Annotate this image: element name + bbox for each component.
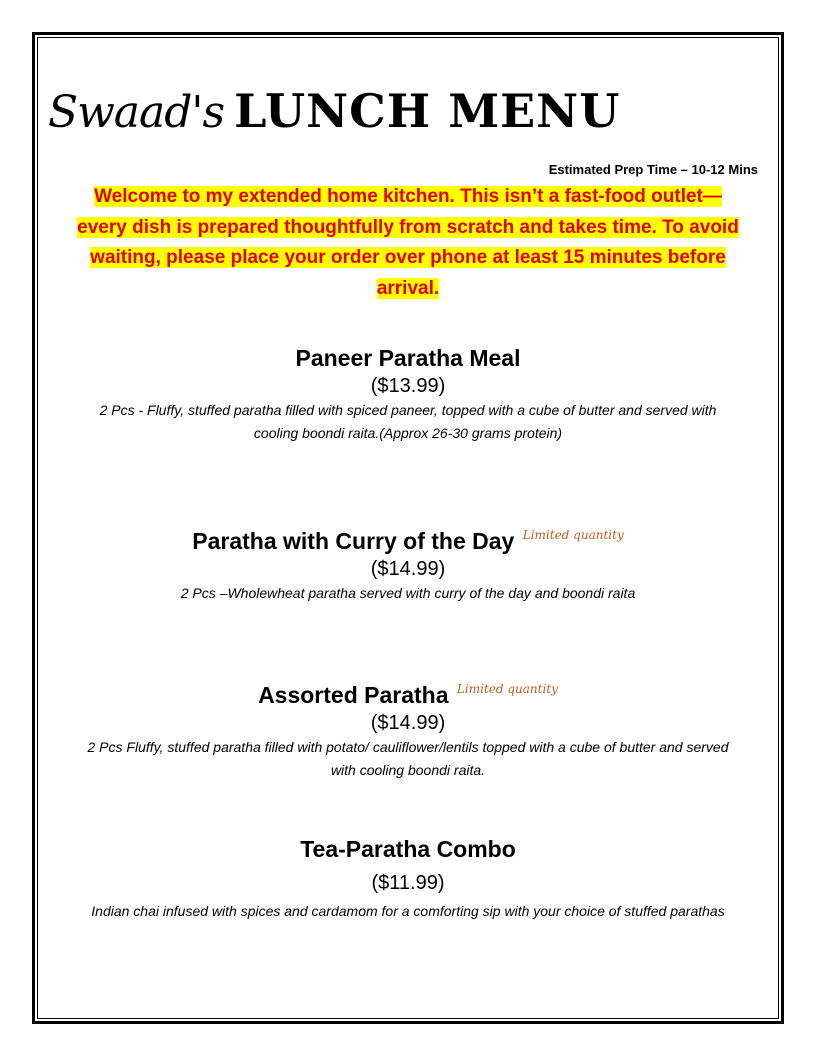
menu-item [44, 834, 772, 923]
menu-item [44, 674, 772, 782]
welcome-line: waiting, please place your order over phone at least 15 minutes before [90, 247, 726, 268]
item-name-row [44, 674, 772, 710]
item-description [44, 399, 772, 445]
menu-header [48, 84, 620, 154]
item-name: Paneer Paratha Meal [295, 345, 521, 371]
item-description-line: 2 Pcs - Fluffy, stuffed paratha filled with spiced paneer, topped with a cube of butter and served with [99, 402, 717, 418]
item-name-row [44, 520, 772, 556]
welcome-notice [48, 182, 768, 304]
item-description-line: 2 Pcs –Wholewheat paratha served with curry of the day and boondi raita [180, 585, 636, 601]
item-name: Paratha with Curry of the Day [192, 528, 515, 554]
item-price: ($14.99) [370, 712, 446, 734]
limited-quantity-tag: Limited quantity [522, 528, 624, 542]
menu-title: LUNCH MENU [234, 84, 621, 138]
menu-item [44, 343, 772, 445]
prep-time: Estimated Prep Time – 10-12 Mins [548, 162, 758, 177]
item-price: ($13.99) [370, 375, 446, 397]
welcome-line: Welcome to my extended home kitchen. This isn’t a fast-food outlet— [94, 186, 722, 207]
item-description-line: with cooling boondi raita. [330, 762, 486, 778]
brand-name: Swaad's [48, 87, 225, 138]
item-name: Tea-Paratha Combo [300, 836, 516, 862]
item-description-line: cooling boondi raita.(Approx 26-30 grams protein) [253, 425, 563, 441]
item-description-line: 2 Pcs Fluffy, stuffed paratha filled with potato/ cauliflower/lentils topped with a cube of butter and served [87, 739, 729, 755]
item-description [44, 736, 772, 782]
item-description [44, 900, 772, 923]
item-price: ($11.99) [371, 872, 445, 894]
item-description [44, 582, 772, 605]
menu-item [44, 520, 772, 605]
limited-quantity-tag: Limited quantity [456, 682, 558, 696]
item-price: ($14.99) [370, 558, 446, 580]
item-description-line: Indian chai infused with spices and cardamom for a comforting sip with your choice of stuffed parathas [91, 903, 725, 919]
welcome-line: arrival. [376, 277, 440, 299]
welcome-line: every dish is prepared thoughtfully from scratch and takes time. To avoid [77, 216, 739, 238]
item-name: Assorted Paratha [258, 682, 449, 708]
